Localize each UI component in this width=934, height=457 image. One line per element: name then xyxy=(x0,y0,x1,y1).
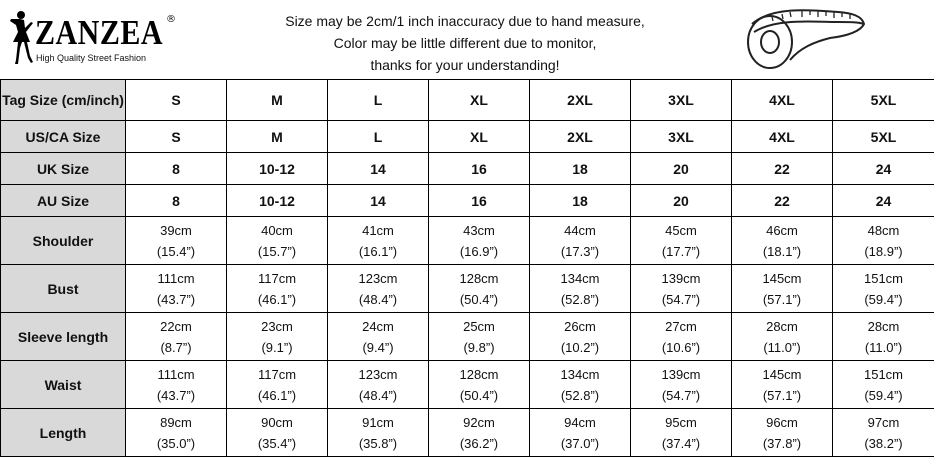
size-cell: 3XL xyxy=(631,121,732,153)
registered-mark: ® xyxy=(166,14,176,25)
measurement-cell xyxy=(833,409,934,457)
row-waist xyxy=(1,361,934,409)
brand-logo xyxy=(4,8,184,68)
row-label: Bust xyxy=(1,265,126,313)
inch-value: (48.4”) xyxy=(358,387,398,403)
cm-value: 145cm xyxy=(762,270,802,286)
inch-value: (37.0”) xyxy=(560,435,600,451)
inch-value: (10.2”) xyxy=(560,339,600,355)
cm-value: 92cm xyxy=(463,414,495,430)
cm-value: 151cm xyxy=(863,366,904,382)
inch-value: (36.2”) xyxy=(459,435,499,451)
measurement-cell xyxy=(732,265,833,313)
cm-value: 39cm xyxy=(160,222,192,238)
measurement-cell xyxy=(227,361,328,409)
cm-value: 45cm xyxy=(665,222,697,238)
notice-line: Color may be little different due to monitor, xyxy=(333,35,597,51)
size-cell: 16 xyxy=(429,185,530,217)
size-cell: 14 xyxy=(328,153,429,185)
size-cell: S xyxy=(126,121,227,153)
measurement-cell xyxy=(126,361,227,409)
inch-value: (15.4”) xyxy=(156,243,196,259)
measurement-cell xyxy=(631,217,732,265)
size-cell: XL xyxy=(429,80,530,121)
measurement-notice xyxy=(230,10,700,76)
inch-value: (35.8”) xyxy=(358,435,398,451)
measurement-cell xyxy=(429,313,530,361)
cm-value: 24cm xyxy=(362,318,394,334)
row-label: Sleeve length xyxy=(1,313,126,361)
cm-value: 97cm xyxy=(867,414,900,430)
brand-tagline: High Quality Street Fashion xyxy=(36,53,147,63)
cm-value: 26cm xyxy=(564,318,596,334)
cm-value: 28cm xyxy=(867,318,900,334)
measurement-cell xyxy=(429,217,530,265)
cm-value: 28cm xyxy=(766,318,798,334)
measurement-cell xyxy=(833,313,934,361)
measurement-cell xyxy=(530,361,631,409)
cm-value: 95cm xyxy=(665,414,697,430)
inch-value: (38.2”) xyxy=(864,435,903,451)
measurement-cell xyxy=(732,313,833,361)
inch-value: (54.7”) xyxy=(661,291,701,307)
size-cell: L xyxy=(328,80,429,121)
measurement-cell xyxy=(328,265,429,313)
inch-value: (50.4”) xyxy=(459,291,499,307)
measurement-cell xyxy=(732,217,833,265)
inch-value: (46.1”) xyxy=(257,387,297,403)
measurement-cell xyxy=(530,313,631,361)
measurement-cell xyxy=(530,217,631,265)
inch-value: (16.1”) xyxy=(358,243,398,259)
row-label: US/CA Size xyxy=(1,121,126,153)
size-cell: 3XL xyxy=(631,80,732,121)
cm-value: 90cm xyxy=(261,414,293,430)
cm-value: 145cm xyxy=(762,366,802,382)
inch-value: (43.7”) xyxy=(156,387,196,403)
measurement-cell xyxy=(328,361,429,409)
cm-value: 89cm xyxy=(160,414,192,430)
row-au-size xyxy=(1,185,934,217)
inch-value: (52.8”) xyxy=(560,291,600,307)
size-table-body xyxy=(1,80,934,457)
cm-value: 117cm xyxy=(257,270,297,286)
size-cell: 18 xyxy=(530,185,631,217)
inch-value: (9.8”) xyxy=(463,339,495,355)
measurement-cell xyxy=(530,409,631,457)
measurement-cell xyxy=(732,409,833,457)
size-cell: S xyxy=(126,80,227,121)
measurement-cell xyxy=(631,313,732,361)
inch-value: (8.7”) xyxy=(160,339,192,355)
inch-value: (43.7”) xyxy=(156,291,196,307)
inch-value: (54.7”) xyxy=(661,387,701,403)
size-cell: 2XL xyxy=(530,80,631,121)
inch-value: (16.9”) xyxy=(459,243,499,259)
cm-value: 128cm xyxy=(459,270,499,286)
inch-value: (10.6”) xyxy=(661,339,701,355)
size-cell: 18 xyxy=(530,153,631,185)
row-us-ca-size xyxy=(1,121,934,153)
measurement-cell xyxy=(530,265,631,313)
cm-value: 91cm xyxy=(362,414,394,430)
cm-value: 123cm xyxy=(358,366,398,382)
measurement-cell xyxy=(732,361,833,409)
inch-value: (57.1”) xyxy=(762,291,802,307)
measurement-cell xyxy=(429,409,530,457)
size-cell: 16 xyxy=(429,153,530,185)
cm-value: 46cm xyxy=(766,222,798,238)
cm-value: 123cm xyxy=(358,270,398,286)
inch-value: (35.0”) xyxy=(156,435,196,451)
inch-value: (57.1”) xyxy=(762,387,802,403)
measurement-cell xyxy=(429,361,530,409)
row-sleeve-length xyxy=(1,313,934,361)
cm-value: 111cm xyxy=(157,270,195,286)
cm-value: 134cm xyxy=(560,270,600,286)
measurement-cell xyxy=(833,361,934,409)
cm-value: 111cm xyxy=(157,366,195,382)
size-cell: 5XL xyxy=(833,121,934,153)
row-label: Waist xyxy=(1,361,126,409)
cm-value: 134cm xyxy=(560,366,600,382)
size-cell: 20 xyxy=(631,153,732,185)
size-cell: 22 xyxy=(732,185,833,217)
inch-value: (59.4”) xyxy=(864,291,903,307)
cm-value: 96cm xyxy=(766,414,798,430)
cm-value: 25cm xyxy=(463,318,495,334)
size-cell: XL xyxy=(429,121,530,153)
measurement-cell xyxy=(833,217,934,265)
row-tag-size xyxy=(1,80,934,121)
measurement-cell xyxy=(631,361,732,409)
cm-value: 41cm xyxy=(362,222,394,238)
inch-value: (46.1”) xyxy=(257,291,297,307)
measurement-cell xyxy=(631,265,732,313)
inch-value: (35.4”) xyxy=(257,435,297,451)
cm-value: 117cm xyxy=(257,366,297,382)
inch-value: (52.8”) xyxy=(560,387,600,403)
size-cell: 4XL xyxy=(732,121,833,153)
cm-value: 128cm xyxy=(459,366,499,382)
size-cell: L xyxy=(328,121,429,153)
measurement-cell xyxy=(126,313,227,361)
inch-value: (18.9”) xyxy=(864,243,903,259)
row-label: Length xyxy=(1,409,126,457)
cm-value: 94cm xyxy=(564,414,596,430)
cm-value: 27cm xyxy=(665,318,697,334)
cm-value: 22cm xyxy=(160,318,192,334)
inch-value: (17.3”) xyxy=(560,243,600,259)
row-label: UK Size xyxy=(1,153,126,185)
inch-value: (15.7”) xyxy=(257,243,297,259)
row-label: Shoulder xyxy=(1,217,126,265)
size-cell: 8 xyxy=(126,153,227,185)
size-cell: 10-12 xyxy=(227,185,328,217)
size-cell: 8 xyxy=(126,185,227,217)
row-shoulder xyxy=(1,217,934,265)
row-bust xyxy=(1,265,934,313)
measurement-cell xyxy=(227,265,328,313)
cm-value: 139cm xyxy=(661,270,701,286)
size-cell: 10-12 xyxy=(227,153,328,185)
size-cell: 2XL xyxy=(530,121,631,153)
brand-name: ZANZEA xyxy=(35,14,164,52)
inch-value: (50.4”) xyxy=(459,387,499,403)
row-length xyxy=(1,409,934,457)
size-cell: 24 xyxy=(833,153,934,185)
inch-value: (18.1”) xyxy=(762,243,802,259)
measurement-cell xyxy=(833,265,934,313)
cm-value: 44cm xyxy=(564,222,596,238)
cm-value: 48cm xyxy=(867,222,900,238)
measurement-cell xyxy=(631,409,732,457)
notice-line: thanks for your understanding! xyxy=(370,57,560,73)
inch-value: (11.0”) xyxy=(864,339,903,355)
measurement-cell xyxy=(227,313,328,361)
row-label: AU Size xyxy=(1,185,126,217)
inch-value: (59.4”) xyxy=(864,387,903,403)
size-cell: 14 xyxy=(328,185,429,217)
measurement-cell xyxy=(126,217,227,265)
size-cell: 4XL xyxy=(732,80,833,121)
size-cell: 5XL xyxy=(833,80,934,121)
measuring-tape-icon xyxy=(742,2,870,76)
inch-value: (9.4”) xyxy=(362,339,394,355)
header xyxy=(0,0,934,79)
size-cell: 20 xyxy=(631,185,732,217)
inch-value: (37.8”) xyxy=(762,435,802,451)
inch-value: (37.4”) xyxy=(661,435,701,451)
measurement-cell xyxy=(227,409,328,457)
size-cell: M xyxy=(227,121,328,153)
cm-value: 23cm xyxy=(261,318,293,334)
size-cell: M xyxy=(227,80,328,121)
inch-value: (17.7”) xyxy=(661,243,701,259)
cm-value: 40cm xyxy=(261,222,293,238)
size-cell: 24 xyxy=(833,185,934,217)
cm-value: 151cm xyxy=(863,270,904,286)
measurement-cell xyxy=(126,265,227,313)
measurement-cell xyxy=(126,409,227,457)
measurement-cell xyxy=(328,313,429,361)
inch-value: (11.0”) xyxy=(763,339,801,355)
size-table xyxy=(0,79,934,457)
measurement-cell xyxy=(429,265,530,313)
inch-value: (48.4”) xyxy=(358,291,398,307)
row-label: Tag Size (cm/inch) xyxy=(1,80,126,121)
cm-value: 139cm xyxy=(661,366,701,382)
notice-line: Size may be 2cm/1 inch inaccuracy due to hand measure, xyxy=(285,13,645,29)
measurement-cell xyxy=(227,217,328,265)
row-uk-size xyxy=(1,153,934,185)
inch-value: (9.1”) xyxy=(261,339,293,355)
measurement-cell xyxy=(328,409,429,457)
size-cell: 22 xyxy=(732,153,833,185)
cm-value: 43cm xyxy=(463,222,495,238)
measurement-cell xyxy=(328,217,429,265)
